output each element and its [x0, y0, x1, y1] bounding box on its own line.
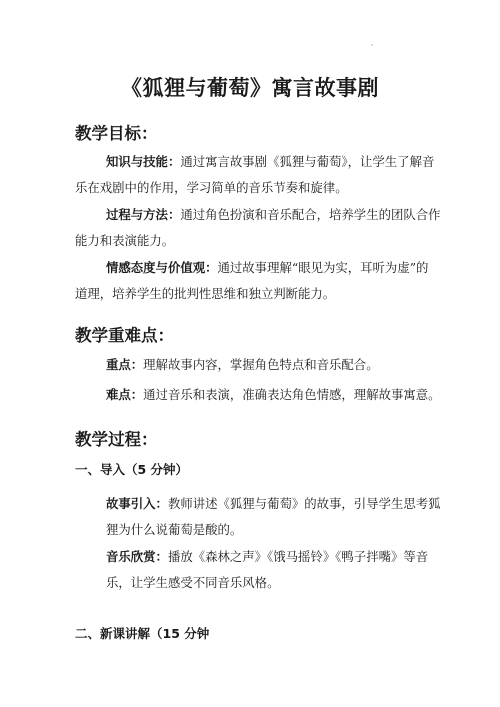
- goal-knowledge-text-1: 通过寓言故事剧《狐狸与葡萄》，让学生了解音: [180, 154, 435, 169]
- keypoint-difficulty-label: 难点：: [106, 387, 144, 402]
- goal-attitude: [75, 255, 427, 307]
- keypoint-focus: [75, 352, 427, 378]
- intro-music-text-1: 播放《森林之声》《饿马摇铃》《鸭子拌嘴》等音: [167, 549, 429, 564]
- goals-heading: 教学目标：: [75, 124, 158, 143]
- section-intro-heading: 一、导入（5 分钟）: [75, 462, 189, 477]
- intro-story-text-2: 狸为什么说葡萄是酸的。: [106, 522, 243, 537]
- goal-attitude-text-2: 道理，培养学生的批判性思维和独立判断能力。: [75, 286, 336, 301]
- keypoints-heading: 教学重难点：: [75, 326, 174, 345]
- keypoint-focus-label: 重点：: [106, 357, 144, 372]
- goal-knowledge-label: 知识与技能：: [106, 154, 181, 169]
- goal-process-text-2: 能力和表演能力。: [75, 233, 175, 248]
- keypoint-difficulty: [75, 382, 441, 408]
- section-new-lesson-heading: 二、新课讲解（15 分钟: [75, 626, 210, 641]
- process-heading: 教学过程：: [75, 430, 158, 449]
- intro-story-text-1: 教师讲述《狐狸与葡萄》的故事，引导学生思考狐: [167, 496, 441, 511]
- keypoint-focus-text: 理解故事内容，掌握角色特点和音乐配合。: [143, 357, 379, 372]
- page-speck: [371, 44, 373, 46]
- goal-process-text-1: 通过角色扮演和音乐配合，培养学生的团队合作: [180, 207, 441, 222]
- goal-attitude-text-1: 通过故事理解“眼见为实，耳听为虚”的: [217, 260, 429, 275]
- page-title: 《狐狸与葡萄》寓言故事剧: [121, 76, 379, 100]
- goal-knowledge-text-2: 乐在戏剧中的作用，学习简单的音乐节奏和旋律。: [75, 180, 348, 195]
- intro-story: [75, 491, 441, 543]
- goal-knowledge: [75, 149, 435, 201]
- intro-music-label: 音乐欣赏：: [106, 549, 168, 564]
- intro-music: [75, 544, 427, 596]
- goal-process-label: 过程与方法：: [106, 207, 181, 222]
- intro-music-text-2: 乐，让学生感受不同音乐风格。: [106, 575, 280, 590]
- goal-process: [75, 202, 441, 254]
- keypoint-difficulty-text: 通过音乐和表演，准确表达角色情感，理解故事寓意。: [143, 387, 441, 402]
- goal-attitude-label: 情感态度与价值观：: [106, 260, 218, 275]
- intro-story-label: 故事引入：: [106, 496, 168, 511]
